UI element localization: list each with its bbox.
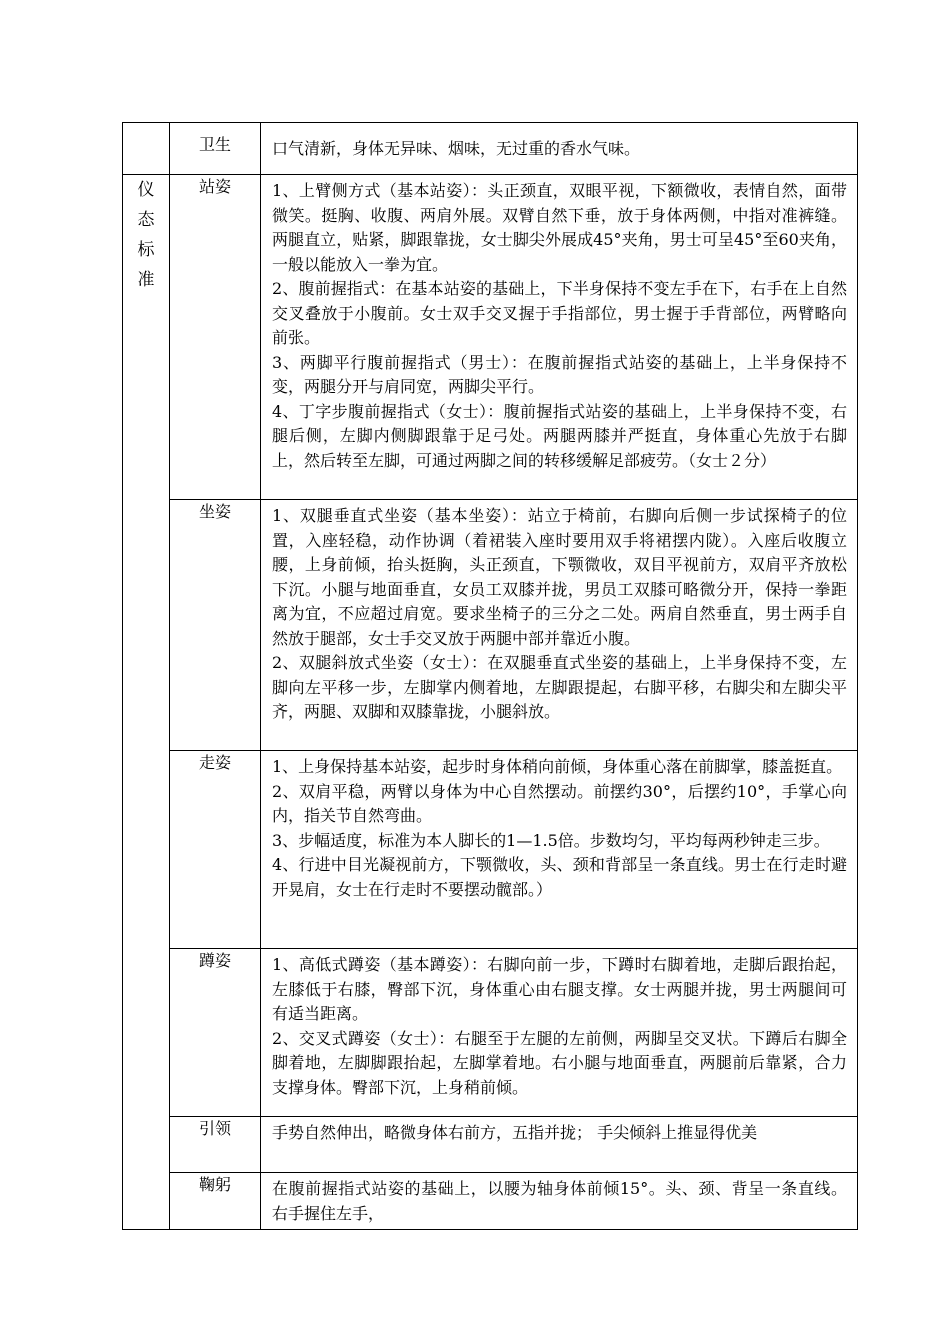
desc-paragraph: 1、高低式蹲姿（基本蹲姿）：右脚向前一步，下蹲时右脚着地，走脚后跟抬起，左膝低于右膝，臀部下沉，身体重心由右腿支撑。女士两腿并拢，男士两腿间可有适当距离。 [272, 955, 847, 1023]
desc-paragraph: 2、双腿斜放式坐姿（女士）：在双腿垂直式坐姿的基础上，上半身保持不变，左脚向左平移一步，左脚掌内侧着地，左脚跟提起，右脚平移，右脚尖和左脚尖平齐，两腿、双脚和双膝靠拢，小腿斜放。 [272, 653, 847, 721]
item-bowing: 鞠躬 [170, 1173, 261, 1230]
table-row [123, 175, 858, 500]
desc-paragraph [272, 1121, 847, 1146]
desc-paragraph: 1、上身保持基本站姿，起步时身体稍向前倾，身体重心落在前脚掌，膝盖挺直。 [272, 757, 843, 776]
table-row [123, 123, 858, 175]
desc-paragraph: 2、双肩平稳，两臂以身体为中心自然摆动。前摆约30°，后摆约10°，手掌心向内，指关节自然弯曲。 [272, 781, 847, 825]
desc-paragraph: 1、上臂侧方式（基本站姿）：头正颈直，双眼平视，下额微收，表情自然，面带微笑。挺胸、收腹、两肩外展。双臂自然下垂，放于身体两侧，中指对准裤缝。两腿直立，贴紧，脚跟靠拢，女士脚尖外展成45°夹角，男士可呈45°至60夹角，一般以能放入一拳为宜。 [272, 181, 847, 274]
table-row [123, 751, 858, 949]
item-sitting: 坐姿 [170, 500, 261, 751]
item-guiding: 引领 [170, 1117, 261, 1173]
item-standing: 站姿 [170, 175, 261, 500]
desc-text: 手势自然伸出，略微身体右前方，五指并拢； [272, 1123, 593, 1142]
item-hygiene: 卫生 [170, 123, 261, 175]
desc-paragraph: 4、丁字步腹前握指式（女士）：腹前握指式站姿的基础上，上半身保持不变，右腿后侧，左脚内侧脚跟靠于足弓处。两腿两膝并严挺直，身体重心先放于右脚上，然后转至左脚，可通过两脚之间的转移缓解足部疲劳。（女士２分） [272, 401, 847, 470]
desc-paragraph: 1、双腿垂直式坐姿（基本坐姿）：站立于椅前，右脚向后侧一步试探椅子的位置，入座轻稳，动作协调（着裙装入座时要用双手将裙摆内陇）。入座后收腹立腰，上身前倾，抬头挺胸，头正颈直，下颚微收，双目平视前方，双肩平齐放松下沉。小腿与地面垂直，女员工双膝并拢，男员工双膝可略微分开，保持一拳距离为宜，不应超过肩宽。要求坐椅子的三分之二处。两肩自然垂直，男士两手自然放于腿部，女士手交叉放于两腿中部并靠近小腹。 [272, 506, 847, 648]
desc-hygiene [261, 123, 858, 175]
table-row [123, 1117, 858, 1173]
desc-paragraph: 3、两脚平行腹前握指式（男士）：在腹前握指式站姿的基础上，上半身保持不变，两腿分开与肩同宽，两脚尖平行。 [272, 352, 847, 396]
desc-paragraph [272, 1177, 847, 1226]
desc-bowing [261, 1173, 858, 1230]
item-squatting: 蹲姿 [170, 949, 261, 1117]
category-cell-blank [123, 123, 170, 175]
desc-paragraph: 2、腹前握指式：在基本站姿的基础上，下半身保持不变左手在下，右手在上自然交叉叠放于小腹前。女士双手交叉握于手指部位，男士握于手背部位，两臂略向前张。 [272, 279, 847, 347]
desc-squatting [261, 949, 858, 1117]
desc-text: 右手握住左手， [272, 1203, 385, 1223]
desc-guiding [261, 1117, 858, 1173]
table-row [123, 949, 858, 1117]
desc-text: 在腹前握指式站姿的基础上，以腰为轴身体前倾15°。头、颈、背呈一条直线。 [272, 1179, 847, 1198]
desc-sitting [261, 500, 858, 751]
desc-walking [261, 751, 858, 949]
desc-paragraph: 4、行进中目光凝视前方，下颚微收，头、颈和背部呈一条直线。男士在行走时避开晃肩，女士在行走时不要摆动髋部。） [272, 855, 847, 899]
category-cell [123, 175, 170, 1230]
desc-paragraph: 口气清新，身体无异味、烟味，无过重的香水气味。 [272, 138, 641, 158]
table-row [123, 1173, 858, 1230]
desc-standing [261, 175, 858, 500]
desc-text: 手尖倾斜上推显得优美 [597, 1123, 758, 1142]
desc-paragraph: 3、步幅适度，标准为本人脚长的1—1.5倍。步数均匀，平均每两秒钟走三步。 [272, 830, 830, 850]
table-row [123, 500, 858, 751]
etiquette-standards-table [122, 122, 858, 1230]
item-walking: 走姿 [170, 751, 261, 949]
desc-paragraph: 2、交叉式蹲姿（女士）：右腿至于左腿的左前侧，两脚呈交叉状。下蹲后右脚全脚着地，左脚脚跟抬起，左脚掌着地。右小腿与地面垂直，两腿前后靠紧，合力支撑身体。臀部下沉，上身稍前倾。 [272, 1028, 847, 1097]
category-label: 仪态标准 [137, 180, 155, 290]
